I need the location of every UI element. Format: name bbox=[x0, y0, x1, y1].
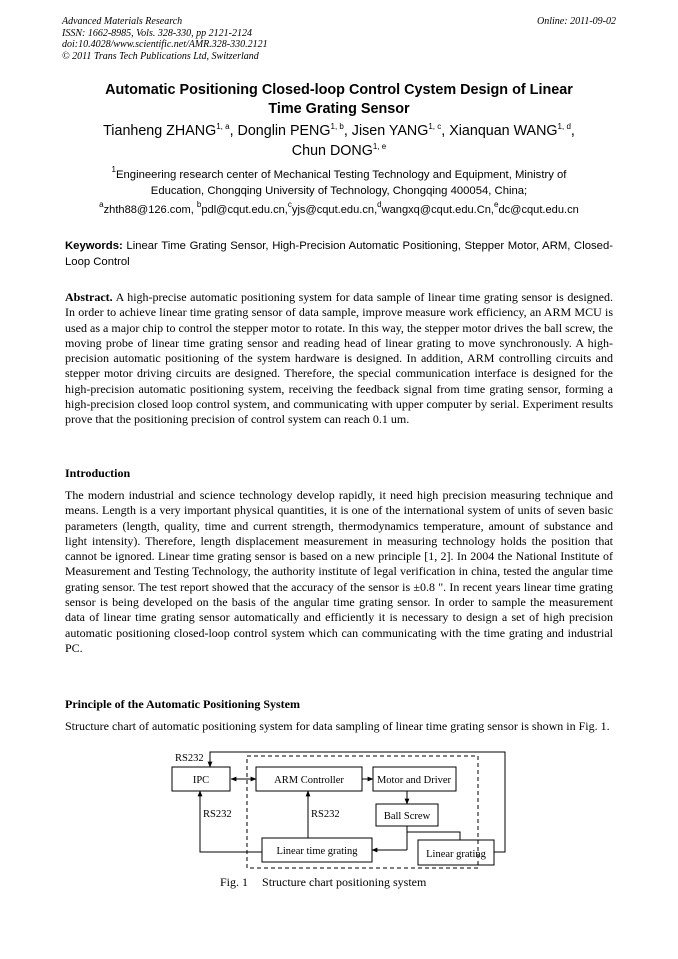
email-mark: c bbox=[287, 200, 292, 209]
email-mark: d bbox=[377, 200, 382, 209]
label-rs232-left: RS232 bbox=[203, 809, 232, 820]
journal-header bbox=[62, 16, 268, 62]
author-affil-mark: 1, d bbox=[557, 122, 571, 131]
email-mark: a bbox=[99, 200, 104, 209]
author: Donglin PENG bbox=[237, 123, 331, 139]
title-line-1: Automatic Positioning Closed-loop Control Cystem Design of Linear bbox=[105, 82, 573, 98]
author-affil-mark: 1, c bbox=[428, 122, 442, 131]
figure-number: Fig. 1 bbox=[220, 875, 249, 889]
author: Chun DONG bbox=[291, 143, 373, 159]
principle-text: Structure chart of automatic positioning system for data sampling of linear time grating sensor is shown in Fig. 1. bbox=[65, 719, 610, 733]
rs232-left-line bbox=[200, 791, 262, 852]
author-affil-mark: 1, a bbox=[216, 122, 230, 131]
linear-grating-box bbox=[418, 840, 494, 865]
affiliation-line-1: Engineering research center of Mechanical Testing Technology and Equipment, Ministry of bbox=[115, 169, 567, 181]
keywords-text: Linear Time Grating Sensor, High-Precision Automatic Positioning, Stepper Motor, ARM, Closed-Loop Control bbox=[65, 240, 613, 268]
email: yjs@cqut.edu.cn, bbox=[291, 204, 378, 216]
journal-name: Advanced Materials Research bbox=[62, 16, 183, 27]
author-separator: , bbox=[343, 123, 352, 139]
abstract bbox=[65, 290, 613, 428]
section-heading-introduction: Introduction bbox=[65, 466, 131, 480]
email: dc@cqut.edu.cn bbox=[498, 204, 579, 216]
arm-controller-label: ARM Controller bbox=[274, 775, 344, 786]
system-dashed-boundary bbox=[247, 756, 478, 868]
email-mark: b bbox=[196, 200, 202, 209]
email-mark: e bbox=[494, 200, 499, 209]
motor-driver-box bbox=[373, 767, 456, 791]
ipc-box bbox=[172, 767, 230, 791]
author: Xianquan WANG bbox=[449, 123, 558, 139]
author-affil-mark: 1, e bbox=[372, 142, 387, 151]
author-list bbox=[62, 121, 616, 161]
paper-title bbox=[62, 81, 616, 119]
affiliation-line-2: Education, Chongqing University of Technology, Chongqing 400054, China; bbox=[150, 185, 528, 197]
author-emails bbox=[62, 202, 616, 218]
linear-time-grating-label: Linear time grating bbox=[276, 846, 358, 857]
keywords-label: Keywords: bbox=[65, 240, 123, 252]
journal-issn: ISSN: 1662-8985, Vols. 328-330, pp 2121-2124 bbox=[62, 27, 252, 39]
email: zhth88@126.com, bbox=[103, 204, 197, 216]
introduction-text: The modern industrial and science technology develop rapidly, it need high precision measuring technique and means. Length is a very important physical quantities, it is one of the international system of units of seven basic parameters (length, quality, time and current strength, thermodynamics temperature, amount of substance and light intensity). Therefore, length displacement measurement in measuring technology holds the position that cannot be ignored. Linear time grating sensor is based on a new principle [1, 2]. In 2004 the National Institute of Measurement and Testing Technology, the authority institute of legal verification in china, tested the angular time grating sensor. The test report showed that the accuracy of the sensor is ±0.8 ". In recent years linear time grating sensor is being developed on the basis of the angular time grating sensor. In order to sample the measurement data of linear time grating sensor automatically and efficiently it is necessary to design a set of high precision automatic positioning closed-loop control system which can communicating with the time grating and industrial PC. bbox=[65, 488, 613, 655]
email: wangxq@cqut.edu.Cn, bbox=[381, 204, 495, 216]
author: Jisen YANG bbox=[351, 123, 429, 139]
ball-screw-box bbox=[376, 804, 438, 826]
figure-caption bbox=[220, 875, 426, 890]
journal-doi: doi:10.4028/www.scientific.net/AMR.328-330.2121 bbox=[62, 39, 268, 50]
online-date: Online: 2011-09-02 bbox=[537, 16, 616, 27]
motor-driver-label: Motor and Driver bbox=[376, 775, 452, 786]
rs232-top-line bbox=[210, 752, 505, 852]
label-rs232-top: RS232 bbox=[175, 753, 204, 764]
figure-caption-text: Structure chart positioning system bbox=[262, 875, 427, 889]
journal-copyright: © 2011 Trans Tech Publications Ltd, Switzerland bbox=[62, 50, 259, 62]
author-separator: , bbox=[441, 123, 450, 139]
linear-time-grating-box bbox=[262, 838, 372, 862]
keywords bbox=[65, 238, 613, 270]
author-affil-mark: 1, b bbox=[330, 122, 344, 131]
label-rs232-mid: RS232 bbox=[311, 809, 340, 820]
arm-controller-box bbox=[256, 767, 362, 791]
ball-screw-label: Ball Screw bbox=[383, 811, 431, 822]
abstract-label: Abstract. bbox=[65, 290, 113, 304]
author-separator: , bbox=[570, 123, 575, 139]
author-separator: , bbox=[229, 123, 238, 139]
ballscrew-output-link bbox=[407, 826, 460, 840]
affiliation-mark: 1 bbox=[111, 165, 116, 174]
title-line-2: Time Grating Sensor bbox=[268, 101, 410, 117]
section-heading-principle: Principle of the Automatic Positioning System bbox=[65, 697, 300, 711]
linear-grating-label: Linear grating bbox=[426, 849, 486, 860]
author: Tianheng ZHANG bbox=[103, 123, 217, 139]
abstract-text: A high-precise automatic positioning system for data sample of linear time grating sensor is designed. In order to achieve linear time grating sensor of data sample, improve measure work efficiency, an ARM MCU is used as a major chip to control the stepper motor to rotate. In this way, the stepper motor drives the ball screw, the moving probe of linear time grating sensor and reading head of linear grating to move synchronously. A high-precision automatic positioning of the system hardware is designed. In addition, ARM controlling circuits and stepper motor driving circuits are designed. Therefore, the special communication interface is designed for the high-precision automatic positioning system, receiving the feedback signal from time grating sensor, forming a high-precision closed loop control system, and communicating with upper computer by serial. Experiment results prove that the positioning precision of control system can reach 0.1 um. bbox=[65, 290, 614, 427]
affiliation bbox=[62, 167, 616, 199]
ipc-label: IPC bbox=[192, 775, 210, 786]
email: pdl@cqut.edu.cn, bbox=[201, 204, 288, 216]
